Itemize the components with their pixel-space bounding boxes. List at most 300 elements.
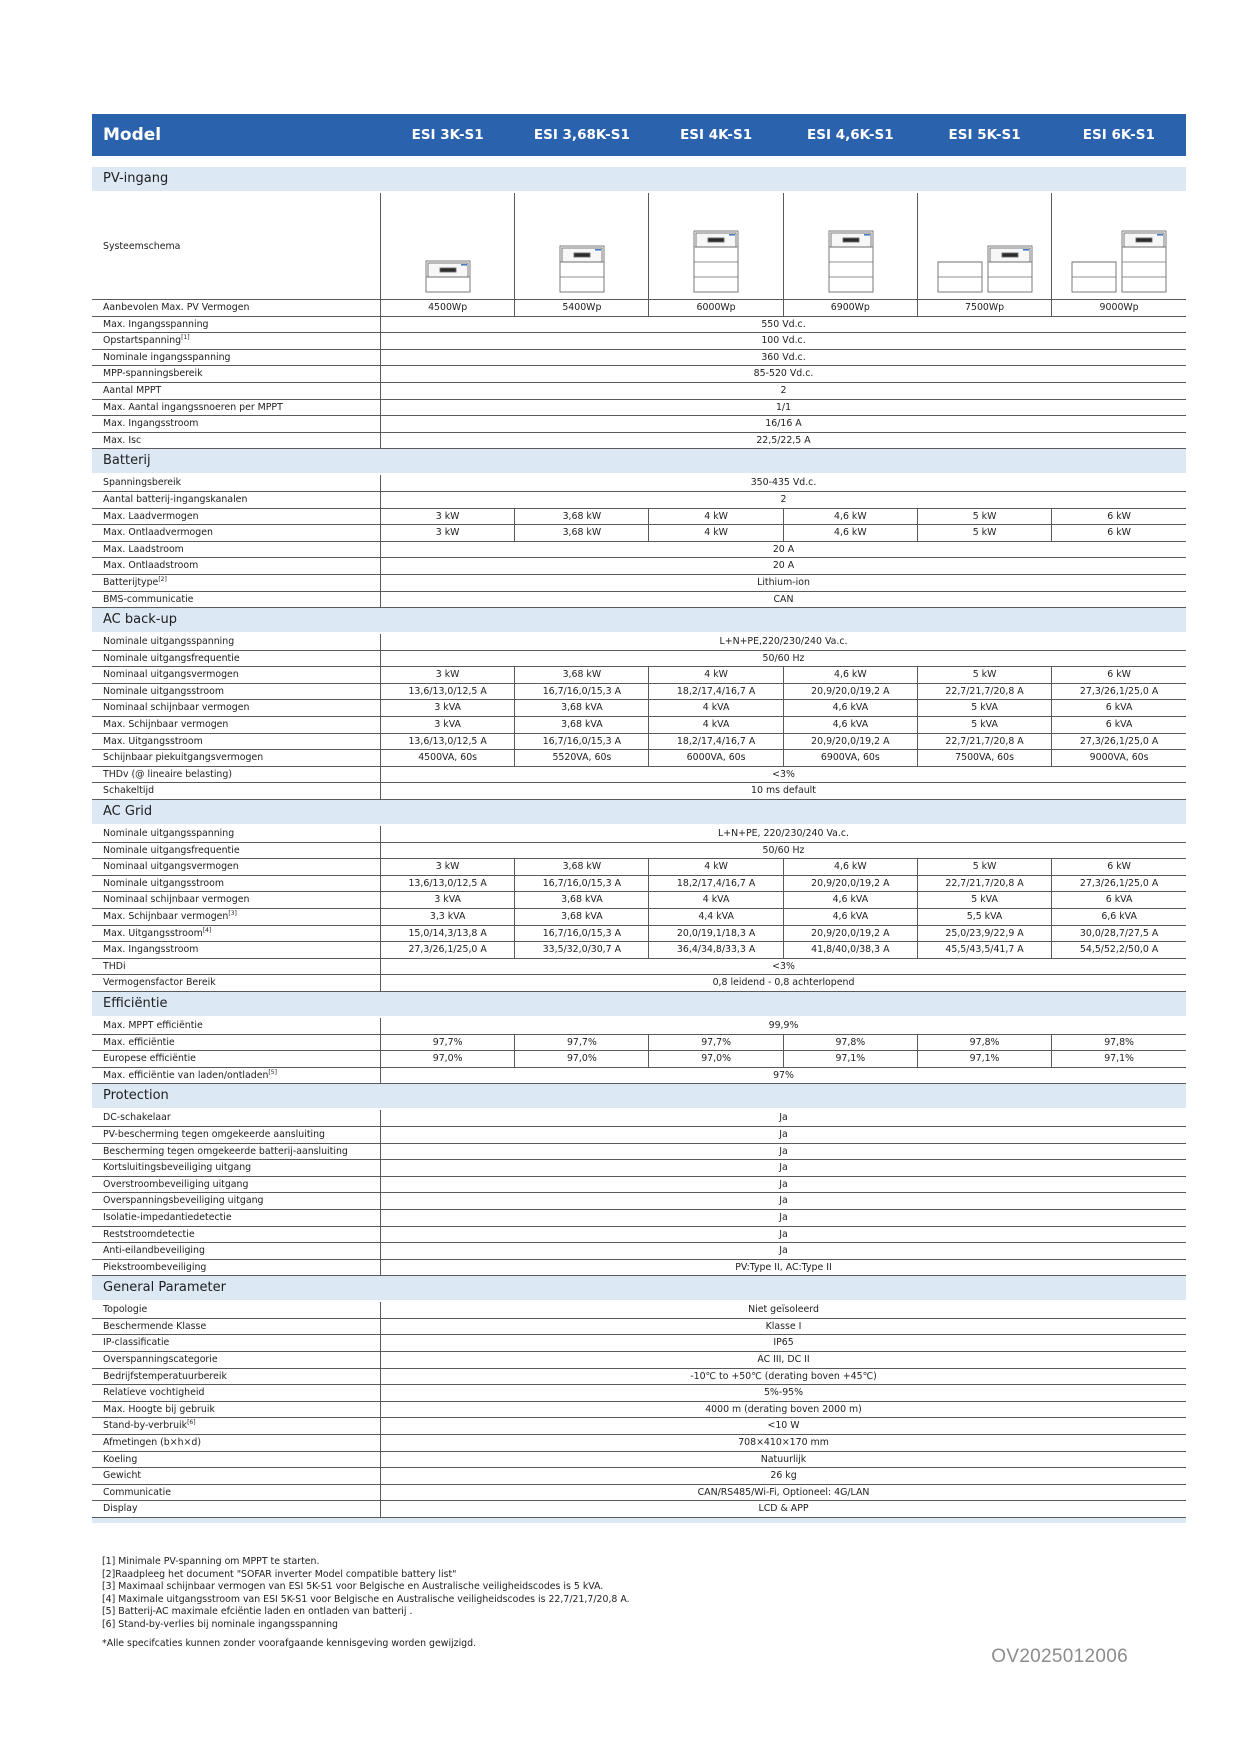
footnote-ref: [6] (187, 1419, 196, 1427)
spec-label-cell (92, 942, 381, 959)
system-diagram-cell (649, 193, 783, 300)
spec-label: Max. Laadstroom (103, 543, 184, 555)
spec-row (92, 1110, 1186, 1126)
spec-value: 4,6 kVA (783, 717, 917, 734)
spec-value: 4 kVA (649, 892, 783, 909)
spec-label-cell (92, 1193, 381, 1210)
spec-value: 27,3/26,1/25,0 A (1052, 733, 1186, 750)
spec-value: 4500VA, 60s (381, 750, 515, 767)
spec-value: Ja (381, 1110, 1186, 1126)
spec-value: 20,9/20,0/19,2 A (783, 925, 917, 942)
spec-value: 97% (381, 1067, 1186, 1084)
spec-row (92, 667, 1186, 684)
section-title: Protection (92, 1084, 1186, 1109)
spec-value: 4,4 kVA (649, 909, 783, 926)
spec-row (92, 1160, 1186, 1177)
spec-label: Piekstroombeveiliging (103, 1261, 207, 1273)
spec-value: 27,3/26,1/25,0 A (1052, 875, 1186, 892)
footnote: [6] Stand-by-verlies bij nominale ingangsspanning (102, 1618, 338, 1630)
system-diagram-cell (381, 193, 515, 300)
spec-value: 5 kVA (917, 700, 1051, 717)
spec-value: 97,8% (1052, 1034, 1186, 1051)
spec-value: Ja (381, 1176, 1186, 1193)
spec-label: Max. Uitgangsstroom (103, 735, 203, 747)
spec-row (92, 909, 1186, 926)
spec-table-body (92, 114, 1186, 1518)
spec-label: Afmetingen (b×h×d) (103, 1437, 202, 1449)
spec-value: 3 kW (381, 525, 515, 542)
spec-label-cell (92, 432, 381, 449)
spec-label-cell (92, 558, 381, 575)
spec-row (92, 316, 1186, 333)
spec-value: 2 (381, 382, 1186, 399)
spec-row (92, 1451, 1186, 1468)
spec-label: Gewicht (103, 1470, 142, 1482)
spec-row (92, 1034, 1186, 1051)
system-diagram-icon (649, 196, 783, 296)
spec-label: Max. Hoogte bij gebruik (103, 1403, 215, 1415)
spec-row (92, 1468, 1186, 1485)
spec-label: Isolatie-impedantiedetectie (103, 1211, 232, 1223)
spec-value: 3 kVA (381, 700, 515, 717)
spec-label: Nominale uitgangsspanning (103, 636, 235, 648)
spec-row (92, 733, 1186, 750)
spec-label: IP-classificatie (103, 1337, 170, 1349)
spec-value: CAN/RS485/Wi-Fi, Optioneel: 4G/LAN (381, 1484, 1186, 1501)
spec-label-cell (92, 475, 381, 491)
spec-value: 97,1% (1052, 1051, 1186, 1068)
spec-label-cell (92, 1468, 381, 1485)
spec-label-cell (92, 783, 381, 800)
header-spacer (92, 156, 1186, 167)
spec-label: Overspanningsbeveiliging uitgang (103, 1195, 264, 1207)
spec-value: 27,3/26,1/25,0 A (381, 942, 515, 959)
footnote: [2]Raadpleeg het document "SOFAR inverter Model compatible battery list" (102, 1568, 457, 1580)
spec-value: 50/60 Hz (381, 842, 1186, 859)
spec-label-cell (92, 349, 381, 366)
spec-value: 30,0/28,7/27,5 A (1052, 925, 1186, 942)
system-diagram-cell (917, 193, 1051, 300)
spec-value: 5,5 kVA (917, 909, 1051, 926)
spec-label-cell (92, 366, 381, 383)
spec-label: Max. Ingangsstroom (103, 944, 199, 956)
spec-value: 7500Wp (917, 300, 1051, 317)
spec-label-cell (92, 909, 381, 926)
spec-label: Schakeltijd (103, 785, 155, 797)
spec-value: 3,68 kVA (515, 717, 649, 734)
spec-label: Communicatie (103, 1486, 171, 1498)
model-name: ESI 6K-S1 (1052, 114, 1186, 156)
spec-value: Ja (381, 1160, 1186, 1177)
spec-label-cell (92, 842, 381, 859)
spec-label-cell (92, 1243, 381, 1260)
footnote-ref: [5] (268, 1068, 277, 1076)
spec-label: Nominale uitgangsspanning (103, 828, 235, 840)
spec-value: 4500Wp (381, 300, 515, 317)
spec-row (92, 1302, 1186, 1318)
spec-label-cell (92, 525, 381, 542)
spec-value: 5 kW (917, 508, 1051, 525)
spec-value: <3% (381, 766, 1186, 783)
section-header (92, 608, 1186, 633)
spec-value: 50/60 Hz (381, 650, 1186, 667)
spec-label: Beschermende Klasse (103, 1320, 207, 1332)
spec-label: Nominale uitgangsstroom (103, 685, 225, 697)
spec-row (92, 1385, 1186, 1402)
spec-value: Lithium-ion (381, 574, 1186, 591)
spec-label: Nominale ingangsspanning (103, 351, 231, 363)
spec-table (92, 114, 1186, 1518)
spec-label-cell (92, 1435, 381, 1452)
system-diagram-row (92, 193, 1186, 300)
system-diagram-icon (784, 196, 918, 296)
spec-row (92, 700, 1186, 717)
spec-value: 97,7% (515, 1034, 649, 1051)
spec-value: 16,7/16,0/15,3 A (515, 683, 649, 700)
section-title: PV-ingang (92, 167, 1186, 191)
spec-row (92, 1435, 1186, 1452)
spec-value: 3 kVA (381, 717, 515, 734)
section-header (92, 800, 1186, 825)
spec-row (92, 432, 1186, 449)
spec-row (92, 892, 1186, 909)
spec-value: 2 (381, 491, 1186, 508)
document-code: OV2025012006 (991, 1646, 1128, 1667)
spec-row (92, 382, 1186, 399)
spec-value: 6900VA, 60s (783, 750, 917, 767)
spec-value: 36,4/34,8/33,3 A (649, 942, 783, 959)
spec-label: Max. Schijnbaar vermogen (103, 719, 229, 731)
spec-row (92, 558, 1186, 575)
spec-label: Overstroombeveiliging uitgang (103, 1178, 249, 1190)
spec-label-cell (92, 859, 381, 876)
spec-row (92, 399, 1186, 416)
section-title: AC Grid (92, 800, 1186, 825)
spec-label-cell (92, 574, 381, 591)
spec-label-cell (92, 1368, 381, 1385)
spec-label: Europese efficiëntie (103, 1053, 196, 1065)
spec-label: Max. Schijnbaar vermogen (103, 911, 229, 922)
spec-label-cell (92, 333, 381, 350)
spec-row (92, 1501, 1186, 1518)
spec-value: 5400Wp (515, 300, 649, 317)
spec-value: 350-435 Vd.c. (381, 475, 1186, 491)
spec-value: 22,7/21,7/20,8 A (917, 733, 1051, 750)
model-name: ESI 4K-S1 (649, 114, 783, 156)
spec-row (92, 717, 1186, 734)
spec-value: 360 Vd.c. (381, 349, 1186, 366)
spec-label: MPP-spanningsbereik (103, 368, 203, 380)
spec-row (92, 333, 1186, 350)
spec-label: Max. efficiëntie van laden/ontladen (103, 1069, 269, 1081)
spec-value: 18,2/17,4/16,7 A (649, 683, 783, 700)
spec-label-cell (92, 1209, 381, 1226)
spec-label: Batterijtype (103, 576, 159, 588)
spec-value: 6900Wp (783, 300, 917, 317)
spec-row (92, 766, 1186, 783)
spec-value: 9000Wp (1052, 300, 1186, 317)
spec-label-cell (92, 683, 381, 700)
spec-label: Schijnbaar piekuitgangsvermogen (103, 752, 264, 764)
spec-value: 45,5/43,5/41,7 A (917, 942, 1051, 959)
spec-value: 16,7/16,0/15,3 A (515, 925, 649, 942)
spec-label-cell (92, 399, 381, 416)
spec-value: PV:Type II, AC:Type II (381, 1259, 1186, 1276)
spec-value: 9000VA, 60s (1052, 750, 1186, 767)
spec-label-cell (92, 416, 381, 433)
spec-row (92, 1067, 1186, 1084)
footnote-ref: [2] (158, 575, 167, 583)
spec-label-cell (92, 1160, 381, 1177)
spec-label: Max. Aantal ingangssnoeren per MPPT (103, 401, 283, 413)
spec-value: 41,8/40,0/38,3 A (783, 942, 917, 959)
spec-label: Max. Ontlaadvermogen (103, 527, 213, 539)
spec-value: 5 kW (917, 667, 1051, 684)
spec-value: 3,68 kVA (515, 700, 649, 717)
spec-value: Niet geïsoleerd (381, 1302, 1186, 1318)
spec-value: 20,9/20,0/19,2 A (783, 875, 917, 892)
spec-label-cell (92, 766, 381, 783)
spec-label: Max. Uitgangsstroom (103, 927, 203, 939)
spec-row (92, 349, 1186, 366)
spec-label: Aanbevolen Max. PV Vermogen (103, 302, 250, 313)
spec-value: 6 kW (1052, 508, 1186, 525)
section-header (92, 1084, 1186, 1109)
spec-value: <10 W (381, 1418, 1186, 1435)
spec-value: 97,7% (649, 1034, 783, 1051)
spec-label-cell (92, 1451, 381, 1468)
spec-value: 4,6 kW (783, 508, 917, 525)
spec-value: L+N+PE,220/230/240 Va.c. (381, 634, 1186, 650)
spec-row (92, 1226, 1186, 1243)
spec-label-cell (92, 1067, 381, 1084)
spec-label: THDi (103, 960, 126, 972)
section-header (92, 1276, 1186, 1301)
spec-label-cell (92, 491, 381, 508)
spec-value: 26 kg (381, 1468, 1186, 1485)
spec-label-cell (92, 1352, 381, 1369)
spec-value: 15,0/14,3/13,8 A (381, 925, 515, 942)
spec-row (92, 1401, 1186, 1418)
spec-label-cell (92, 1126, 381, 1143)
spec-value: L+N+PE, 220/230/240 Va.c. (381, 826, 1186, 842)
spec-label-cell (92, 700, 381, 717)
spec-value: 6000Wp (649, 300, 783, 317)
model-name: ESI 5K-S1 (917, 114, 1051, 156)
spec-value: 4 kW (649, 508, 783, 525)
spec-label-cell (92, 1318, 381, 1335)
spec-value: 5520VA, 60s (515, 750, 649, 767)
spec-label-cell (92, 508, 381, 525)
spec-label: Anti-eilandbeveiliging (103, 1245, 205, 1257)
spec-row (92, 1243, 1186, 1260)
spec-label: Overspanningscategorie (103, 1354, 218, 1366)
spec-value: 16/16 A (381, 416, 1186, 433)
spec-value: AC III, DC II (381, 1352, 1186, 1369)
spec-value: 13,6/13,0/12,5 A (381, 733, 515, 750)
spec-value: 20,9/20,0/19,2 A (783, 683, 917, 700)
spec-label: Reststroomdetectie (103, 1228, 195, 1240)
spec-value: Ja (381, 1209, 1186, 1226)
spec-label-cell (92, 541, 381, 558)
spec-value: 3,68 kW (515, 667, 649, 684)
spec-label: Nominale uitgangsfrequentie (103, 844, 240, 856)
spec-value: 27,3/26,1/25,0 A (1052, 683, 1186, 700)
spec-label-cell (92, 316, 381, 333)
spec-row (92, 650, 1186, 667)
spec-row (92, 508, 1186, 525)
spec-label: Nominaal uitgangsvermogen (103, 669, 239, 681)
spec-label: Aantal batterij-ingangskanalen (103, 493, 248, 505)
spec-value: 97,7% (381, 1034, 515, 1051)
spec-label: Max. MPPT efficiëntie (103, 1019, 203, 1031)
system-diagram-icon (1052, 196, 1186, 296)
spec-value: 708×410×170 mm (381, 1435, 1186, 1452)
spec-label: Nominale uitgangsfrequentie (103, 652, 240, 664)
spec-value: 4,6 kW (783, 667, 917, 684)
spec-value: 22,7/21,7/20,8 A (917, 875, 1051, 892)
spec-value: 97,0% (381, 1051, 515, 1068)
spec-value: 3 kW (381, 508, 515, 525)
spec-row (92, 525, 1186, 542)
spec-row (92, 1126, 1186, 1143)
spec-row (92, 1193, 1186, 1210)
spec-value: 1/1 (381, 399, 1186, 416)
spec-label: Kortsluitingsbeveiliging uitgang (103, 1162, 252, 1174)
spec-label-cell (92, 826, 381, 842)
spec-value: 6 kVA (1052, 700, 1186, 717)
spec-value: 97,1% (917, 1051, 1051, 1068)
spec-label: BMS-communicatie (103, 593, 194, 605)
spec-value: 20,9/20,0/19,2 A (783, 733, 917, 750)
spec-value: 4,6 kVA (783, 700, 917, 717)
spec-label-cell (92, 1484, 381, 1501)
spec-value: 3 kW (381, 859, 515, 876)
spec-value: 5 kVA (917, 892, 1051, 909)
system-diagram-icon (381, 196, 515, 296)
spec-label: Max. efficiëntie (103, 1036, 175, 1048)
spec-label-cell (92, 1418, 381, 1435)
spec-label: Relatieve vochtigheid (103, 1387, 205, 1399)
spec-value: 85-520 Vd.c. (381, 366, 1186, 383)
spec-label: Nominale uitgangsstroom (103, 877, 225, 889)
spec-row (92, 366, 1186, 383)
model-label: Model (92, 114, 381, 156)
spec-value: 4 kW (649, 859, 783, 876)
spec-value: 4000 m (derating boven 2000 m) (381, 1401, 1186, 1418)
spec-label-cell (92, 1176, 381, 1193)
footnote: [3] Maximaal schijnbaar vermogen van ESI 5K-S1 voor Belgische en Australische veiligheidscodes is 5 kVA. (102, 1581, 604, 1593)
spec-value: 3,68 kW (515, 525, 649, 542)
spec-value: 4,6 kVA (783, 909, 917, 926)
footnote: [1] Minimale PV-spanning om MPPT te starten. (102, 1556, 320, 1567)
table-bottom-bar (92, 1518, 1186, 1523)
spec-value: 7500VA, 60s (917, 750, 1051, 767)
spec-label-cell (92, 1143, 381, 1160)
spec-value: 18,2/17,4/16,7 A (649, 733, 783, 750)
section-header (92, 449, 1186, 474)
spec-label-cell (92, 1501, 381, 1518)
spec-label: DC-schakelaar (103, 1112, 171, 1124)
spec-label: Max. Laadvermogen (103, 510, 199, 522)
spec-row (92, 1352, 1186, 1369)
spec-value: 3,68 kW (515, 859, 649, 876)
spec-label: Nominaal schijnbaar vermogen (103, 894, 250, 906)
spec-label: Bedrijfstemperatuurbereik (103, 1370, 227, 1382)
spec-row (92, 591, 1186, 608)
footnote-ref: [1] (181, 334, 190, 342)
spec-value: 550 Vd.c. (381, 316, 1186, 333)
system-diagram-icon (515, 196, 649, 296)
spec-value: 4,6 kW (783, 859, 917, 876)
spec-value: 4 kW (649, 667, 783, 684)
section-title: AC back-up (92, 608, 1186, 633)
spec-value: 6 kW (1052, 667, 1186, 684)
spec-value: 22,5/22,5 A (381, 432, 1186, 449)
spec-value: Ja (381, 1193, 1186, 1210)
spec-label-cell (92, 1018, 381, 1034)
spec-row (92, 300, 1186, 317)
spec-row (92, 783, 1186, 800)
spec-value: Klasse I (381, 1318, 1186, 1335)
spec-label: Stand-by-verbruik (103, 1420, 188, 1432)
spec-label-cell (92, 650, 381, 667)
spec-value: 33,5/32,0/30,7 A (515, 942, 649, 959)
spec-label: Nominaal uitgangsvermogen (103, 861, 239, 873)
section-title: Efficiëntie (92, 991, 1186, 1016)
spec-row (92, 975, 1186, 992)
spec-row (92, 634, 1186, 650)
spec-row (92, 942, 1186, 959)
spec-row (92, 1368, 1186, 1385)
spec-value: 13,6/13,0/12,5 A (381, 683, 515, 700)
spec-value: 22,7/21,7/20,8 A (917, 683, 1051, 700)
section-title: Batterij (92, 449, 1186, 474)
spec-value: 3,68 kW (515, 508, 649, 525)
spec-label: Max. Ingangsstroom (103, 418, 199, 430)
system-diagram-label: Systeemschema (92, 193, 381, 300)
spec-label-cell (92, 1226, 381, 1243)
system-diagram-cell (1052, 193, 1186, 300)
spec-value: IP65 (381, 1335, 1186, 1352)
spec-label-cell (92, 717, 381, 734)
system-diagram-icon (918, 196, 1052, 296)
spec-value: Ja (381, 1243, 1186, 1260)
spec-row (92, 1335, 1186, 1352)
spec-label: Opstartspanning (103, 335, 182, 347)
spec-value: CAN (381, 591, 1186, 608)
spec-label-cell (92, 1335, 381, 1352)
spec-label-cell (92, 875, 381, 892)
spec-value: 4,6 kW (783, 525, 917, 542)
spec-value: 4 kVA (649, 700, 783, 717)
system-diagram-cell (515, 193, 649, 300)
spec-label-cell (92, 1259, 381, 1276)
section-title: General Parameter (92, 1276, 1186, 1301)
spec-value: 0,8 leidend - 0,8 achterlopend (381, 975, 1186, 992)
model-name: ESI 3,68K-S1 (515, 114, 649, 156)
spec-value: 3 kW (381, 667, 515, 684)
spec-label-cell (92, 958, 381, 975)
spec-label: Koeling (103, 1453, 138, 1465)
spec-value: 3,68 kVA (515, 909, 649, 926)
spec-label-cell (92, 300, 381, 317)
spec-label: Max. Ontlaadstroom (103, 560, 199, 572)
spec-row (92, 574, 1186, 591)
spec-value: 97,1% (783, 1051, 917, 1068)
spec-value: 4,6 kVA (783, 892, 917, 909)
spec-row (92, 958, 1186, 975)
